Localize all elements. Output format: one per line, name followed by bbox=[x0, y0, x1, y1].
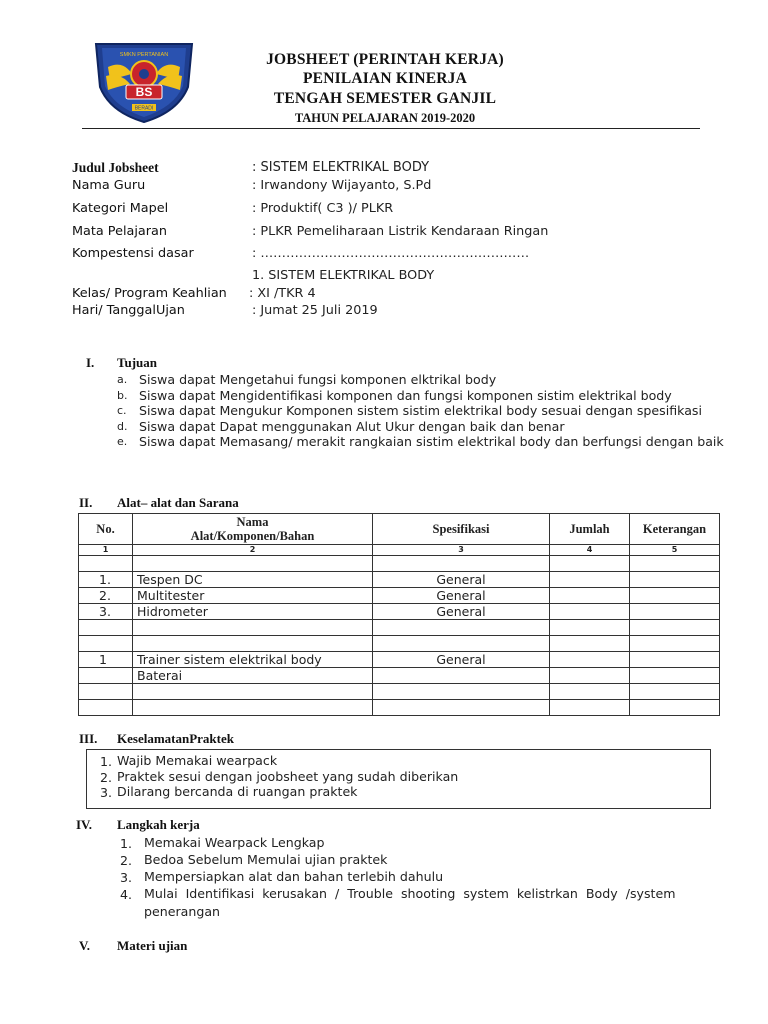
cell-nama: Hidrometer bbox=[133, 604, 373, 620]
cell-keterangan bbox=[630, 604, 720, 620]
keselamatan-item: Dilarang bercanda di ruangan praktek bbox=[117, 784, 358, 799]
cell-spesifikasi bbox=[373, 636, 550, 652]
keselamatan-item-marker: 3. bbox=[100, 785, 113, 800]
hari-value: : Jumat 25 Juli 2019 bbox=[252, 303, 378, 318]
langkah-item-4-cont: penerangan bbox=[144, 904, 221, 919]
table-row bbox=[79, 652, 720, 668]
guru-value: : Irwandony Wijayanto, S.Pd bbox=[252, 178, 432, 193]
alat-title: Alat– alat dan Sarana bbox=[117, 495, 239, 510]
col-number: 2 bbox=[133, 545, 373, 556]
keselamatan-item: Praktek sesui dengan joobsheet yang sudah diberikan bbox=[117, 768, 459, 784]
langkah-item: Bedoa Sebelum Memulai ujian praktek bbox=[144, 852, 388, 867]
col-number: 1 bbox=[79, 545, 133, 556]
header-divider bbox=[82, 128, 700, 129]
mapel-label: Mata Pelajaran bbox=[72, 224, 167, 239]
cell-no bbox=[79, 700, 133, 716]
cell-spesifikasi bbox=[373, 620, 550, 636]
cell-nama: Trainer sistem elektrikal body bbox=[133, 652, 373, 668]
table-row bbox=[79, 572, 720, 588]
tujuan-item-marker: d. bbox=[117, 419, 128, 433]
keselamatan-title: KeselamatanPraktek bbox=[117, 731, 234, 746]
kelas-label: Kelas/ Program Keahlian bbox=[72, 286, 227, 301]
header-keterangan: Keterangan bbox=[630, 514, 720, 545]
header-nama-line1: Nama bbox=[236, 515, 269, 529]
cell-keterangan bbox=[630, 668, 720, 684]
logo-top-text: SMKN PERTANIAN bbox=[119, 52, 169, 58]
cell-spesifikasi: General bbox=[373, 604, 550, 620]
col-number: 4 bbox=[550, 545, 630, 556]
table-row bbox=[79, 556, 720, 572]
cell-spesifikasi: General bbox=[373, 572, 550, 588]
cell-jumlah bbox=[550, 700, 630, 716]
cell-nama bbox=[133, 684, 373, 700]
langkah-title: Langkah kerja bbox=[117, 817, 200, 832]
cell-spesifikasi bbox=[373, 700, 550, 716]
cell-keterangan bbox=[630, 572, 720, 588]
table-row bbox=[79, 700, 720, 716]
keselamatan-number: III. bbox=[79, 731, 98, 746]
langkah-item-marker: 2. bbox=[120, 853, 133, 868]
cell-nama: Baterai bbox=[133, 668, 373, 684]
langkah-item: Mempersiapkan alat dan bahan terlebih dahulu bbox=[144, 869, 444, 884]
cell-no bbox=[79, 556, 133, 572]
cell-jumlah bbox=[550, 620, 630, 636]
table-row bbox=[79, 636, 720, 652]
logo-letters: BS bbox=[135, 85, 153, 99]
header-nama-line2: Alat/Komponen/Bahan bbox=[190, 529, 315, 543]
langkah-number: IV. bbox=[76, 817, 93, 832]
alat-number: II. bbox=[79, 495, 93, 510]
col-number: 3 bbox=[373, 545, 550, 556]
cell-jumlah bbox=[550, 556, 630, 572]
cell-nama: Multitester bbox=[133, 588, 373, 604]
table-number-row bbox=[79, 545, 720, 556]
langkah-item-marker: 1. bbox=[120, 836, 133, 851]
tujuan-item-marker: c. bbox=[117, 404, 127, 417]
cell-spesifikasi: General bbox=[373, 652, 550, 668]
cell-keterangan bbox=[630, 556, 720, 572]
langkah-item-marker: 3. bbox=[120, 870, 133, 885]
col-number: 5 bbox=[630, 545, 720, 556]
cell-jumlah bbox=[550, 652, 630, 668]
alat-table-body bbox=[79, 556, 720, 716]
cell-keterangan bbox=[630, 636, 720, 652]
kd-label: Kompestensi dasar bbox=[72, 246, 194, 261]
header-title-1: JOBSHEET (PERINTAH KERJA) bbox=[266, 51, 504, 68]
langkah-item-marker: 4. bbox=[120, 887, 133, 902]
tujuan-item: Siswa dapat Memasang/ merakit rangkaian sistim elektrikal body dan berfungsi dengan baik bbox=[139, 434, 724, 449]
cell-jumlah bbox=[550, 604, 630, 620]
tujuan-item-marker: e. bbox=[117, 435, 128, 448]
cell-jumlah bbox=[550, 636, 630, 652]
cell-spesifikasi bbox=[373, 668, 550, 684]
table-row bbox=[79, 588, 720, 604]
cell-spesifikasi bbox=[373, 556, 550, 572]
header-nama bbox=[133, 514, 373, 545]
kd-item: 1. SISTEM ELEKTRIKAL BODY bbox=[252, 268, 435, 283]
cell-nama bbox=[133, 556, 373, 572]
mapel-value: : PLKR Pemeliharaan Listrik Kendaraan Ringan bbox=[252, 224, 549, 239]
cell-no: 1. bbox=[79, 572, 133, 588]
cell-jumlah bbox=[550, 572, 630, 588]
logo-banner: BERADI bbox=[134, 105, 154, 112]
cell-jumlah bbox=[550, 588, 630, 604]
cell-keterangan bbox=[630, 652, 720, 668]
cell-nama bbox=[133, 636, 373, 652]
cell-no bbox=[79, 620, 133, 636]
cell-nama bbox=[133, 620, 373, 636]
cell-keterangan bbox=[630, 588, 720, 604]
cell-nama: Tespen DC bbox=[133, 572, 373, 588]
tujuan-item: Siswa dapat Mengidentifikasi komponen dan fungsi komponen sistim elektrikal body bbox=[139, 387, 672, 403]
cell-spesifikasi: General bbox=[373, 588, 550, 604]
keselamatan-item: Wajib Memakai wearpack bbox=[117, 753, 278, 768]
keselamatan-item-marker: 2. bbox=[100, 769, 113, 785]
tujuan-item: Siswa dapat Mengukur Komponen sistem sistim elektrikal body sesuai dengan spesifikasi bbox=[139, 403, 702, 418]
tujuan-item: Siswa dapat Mengetahui fungsi komponen elktrikal body bbox=[139, 372, 497, 387]
header-spesifikasi: Spesifikasi bbox=[373, 514, 550, 545]
table-row bbox=[79, 668, 720, 684]
tujuan-item: Siswa dapat Dapat menggunakan Alut Ukur dengan baik dan benar bbox=[139, 418, 565, 434]
header-jumlah: Jumlah bbox=[550, 514, 630, 545]
kategori-value: : Produktif( C3 )/ PLKR bbox=[252, 201, 394, 216]
table-row bbox=[79, 604, 720, 620]
cell-no: 1 bbox=[79, 652, 133, 668]
table-header-row bbox=[79, 514, 720, 545]
cell-no bbox=[79, 668, 133, 684]
langkah-item: Memakai Wearpack Lengkap bbox=[144, 835, 325, 850]
kelas-value: : XI /TKR 4 bbox=[249, 286, 316, 301]
school-logo bbox=[88, 32, 200, 124]
guru-label: Nama Guru bbox=[72, 178, 146, 193]
cell-keterangan bbox=[630, 700, 720, 716]
cell-no bbox=[79, 684, 133, 700]
header-no: No. bbox=[79, 514, 133, 545]
judul-label: Judul Jobsheet bbox=[72, 160, 159, 175]
cell-nama bbox=[133, 700, 373, 716]
hari-label: Hari/ TanggalUjan bbox=[72, 303, 185, 318]
kategori-label: Kategori Mapel bbox=[72, 201, 169, 216]
kd-value: : ……………………………………………………… bbox=[252, 246, 530, 261]
header-title-4: TAHUN PELAJARAN 2019-2020 bbox=[294, 111, 476, 125]
tujuan-item-marker: a. bbox=[117, 373, 128, 386]
materi-title: Materi ujian bbox=[117, 938, 188, 953]
cell-jumlah bbox=[550, 668, 630, 684]
tujuan-title: Tujuan bbox=[117, 355, 157, 370]
keselamatan-item-marker: 1. bbox=[100, 754, 113, 769]
langkah-item: Mulai Identifikasi kerusakan / Trouble shooting system kelistrkan Body /system bbox=[144, 886, 676, 901]
cell-no: 3. bbox=[79, 604, 133, 620]
judul-value: : SISTEM ELEKTRIKAL BODY bbox=[252, 160, 430, 175]
cell-no bbox=[79, 636, 133, 652]
cell-keterangan bbox=[630, 684, 720, 700]
table-row bbox=[79, 620, 720, 636]
header-title-2: PENILAIAN KINERJA bbox=[302, 70, 468, 87]
cell-jumlah bbox=[550, 684, 630, 700]
alat-table bbox=[78, 513, 720, 716]
cell-spesifikasi bbox=[373, 684, 550, 700]
tujuan-item-marker: b. bbox=[117, 388, 128, 402]
tujuan-number: I. bbox=[86, 355, 95, 370]
materi-number: V. bbox=[79, 938, 90, 953]
cell-keterangan bbox=[630, 620, 720, 636]
cell-no: 2. bbox=[79, 588, 133, 604]
table-row bbox=[79, 684, 720, 700]
header-title-3: TENGAH SEMESTER GANJIL bbox=[273, 90, 497, 107]
